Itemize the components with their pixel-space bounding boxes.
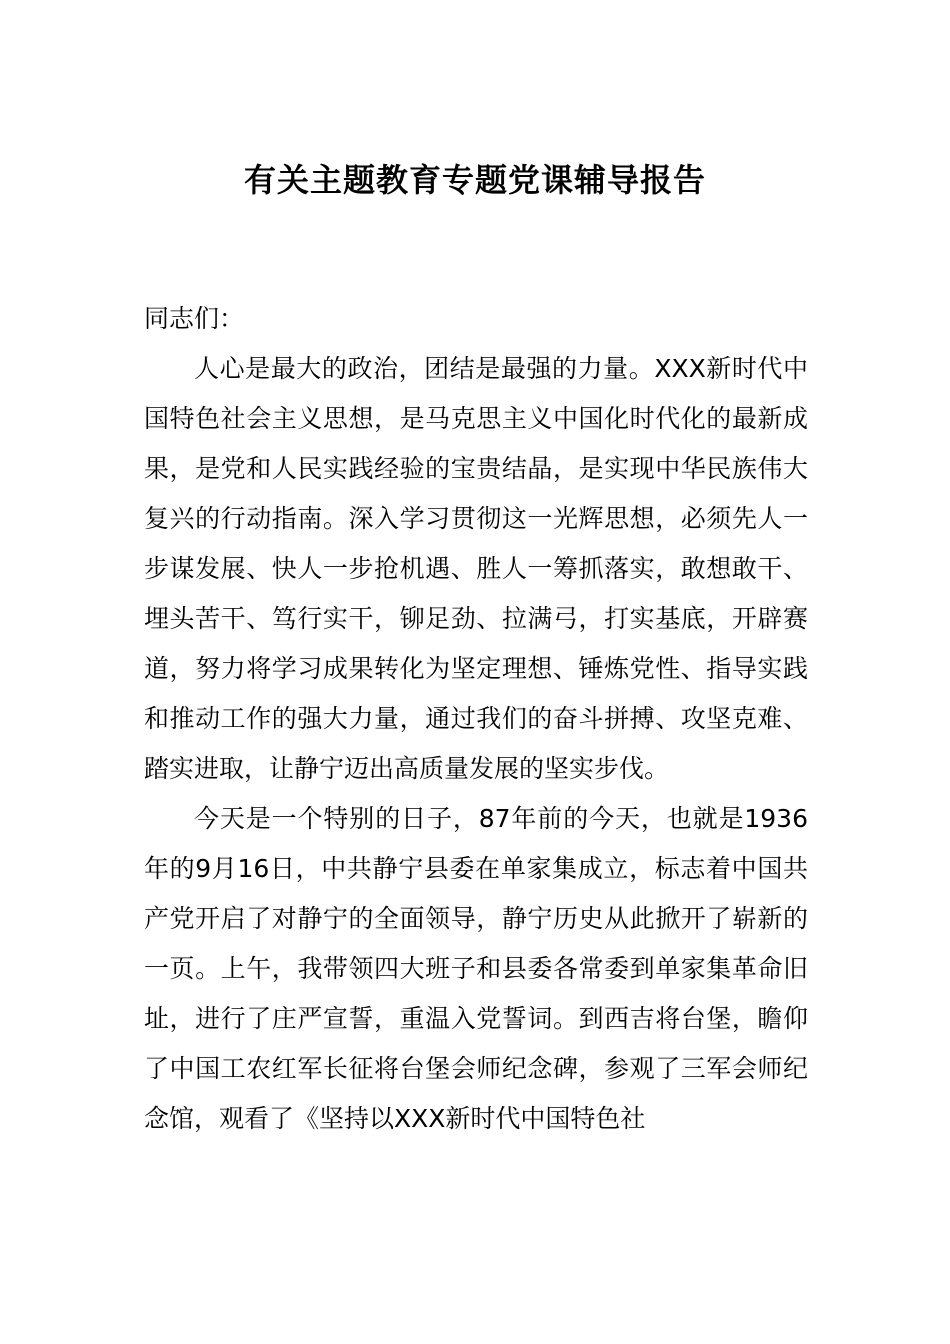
document-body: [144, 294, 808, 1144]
document-title: 有关主题教育专题党课辅导报告: [243, 161, 706, 199]
salutation: 同志们：: [144, 304, 245, 333]
paragraph-2: 今天是一个特别的日子，87年前的今天，也就是1936年的9月16日，中共静宁县委在单家集成立，标志着中国共产党开启了对静宁的全面领导，静宁历史从此掀开了崭新的一页。上午，我带领四大班子和县委各常委到单家集革命旧址，进行了庄严宣誓，重温入党誓词。到西吉将台堡，瞻仰了中国工农红军长征将台堡会师纪念碑，参观了三军会师纪念馆，观看了《坚持以XXX新时代中国特色社: [144, 804, 808, 1133]
paragraph-1: 人心是最大的政治，团结是最强的力量。XXX新时代中国特色社会主义思想，是马克思主义中国化时代化的最新成果，是党和人民实践经验的宝贵结晶，是实现中华民族伟大复兴的行动指南。深入学习贯彻这一光辉思想，必须先人一步谋发展、快人一步抢机遇、胜人一筹抓落实，敢想敢干、埋头苦干、笃行实干，铆足劲、拉满弓，打实基底，开辟赛道，努力将学习成果转化为坚定理想、锤炼党性、指导实践和推动工作的强大力量，通过我们的奋斗拼搏、攻坚克难、踏实进取，让静宁迈出高质量发展的坚实步伐。: [144, 354, 808, 783]
